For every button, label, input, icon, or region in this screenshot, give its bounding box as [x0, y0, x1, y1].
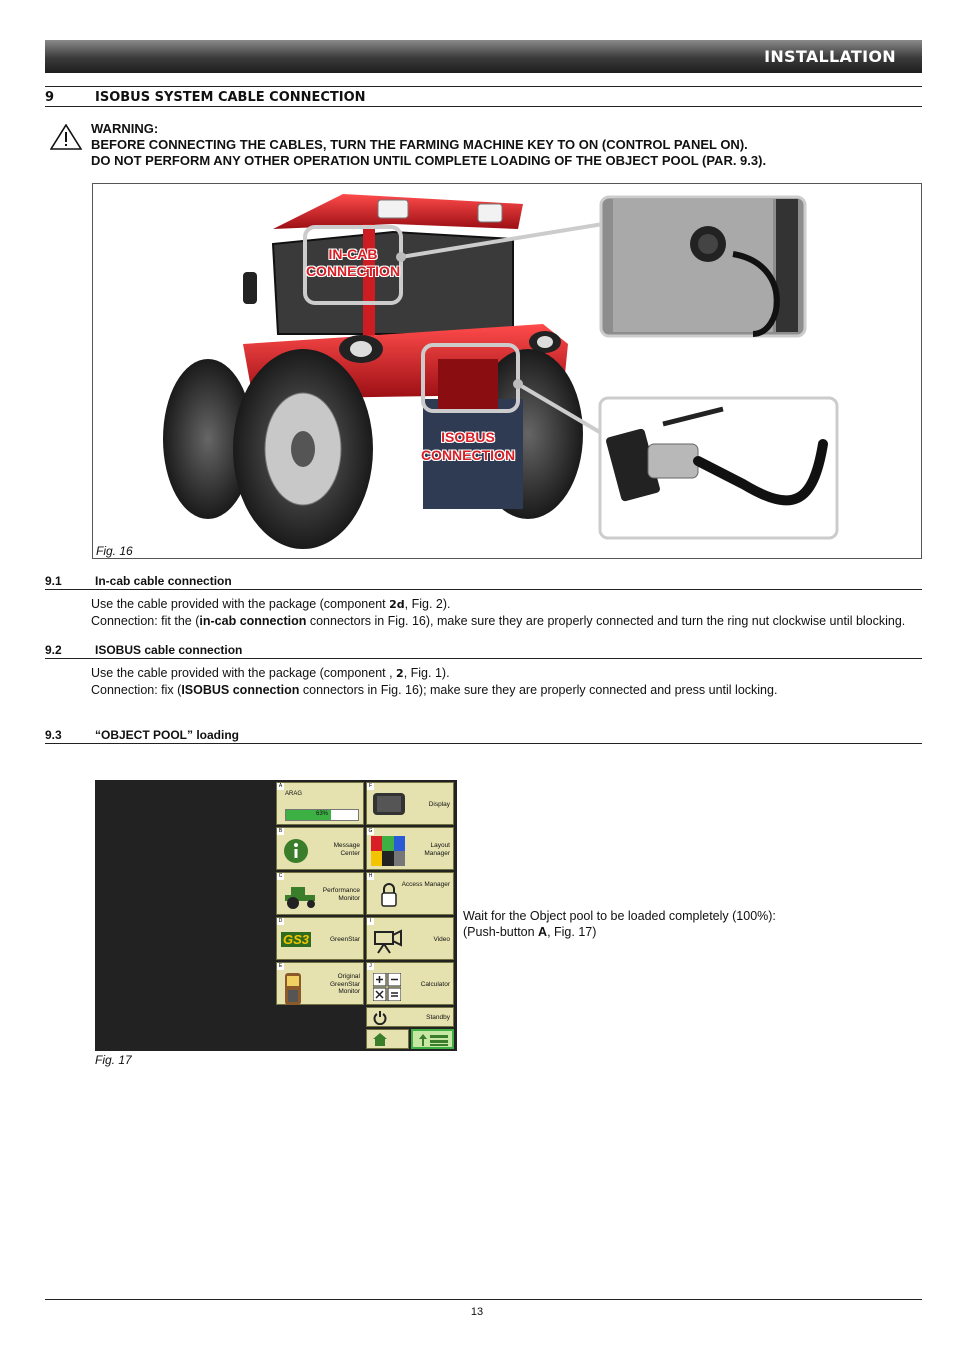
header-bar: [45, 40, 922, 73]
figure-16: [92, 183, 922, 559]
tile-letter: E: [278, 963, 283, 969]
tile-label-line: Original: [337, 973, 360, 980]
tile-label-line: Monitor: [338, 894, 360, 902]
component-ref: 2: [396, 667, 404, 680]
menu-list-icon: [419, 1033, 449, 1047]
gs3-logo-icon: GS3: [283, 932, 310, 947]
warning-label: WARNING:: [91, 121, 159, 136]
tile-letter: G: [368, 828, 373, 834]
bold-term: A: [538, 925, 548, 939]
tractor-icon: [283, 883, 319, 909]
tile-label: [330, 936, 360, 944]
text-run: , Fig. 1).: [403, 666, 450, 680]
in-cab-label: [293, 246, 413, 280]
component-ref: 2d: [389, 598, 405, 611]
section-9-3-heading: [45, 727, 922, 744]
tile-label: [402, 881, 450, 889]
bold-term: ISOBUS connection: [181, 683, 300, 697]
warning-line-1: BEFORE CONNECTING THE CABLES, TURN THE FARMING MACHINE KEY TO ON (CONTROL PANEL ON).: [91, 137, 748, 152]
tile-letter: D: [278, 918, 283, 924]
home-icon: [372, 1032, 388, 1047]
text-run: connectors in Fig. 16), make sure they are properly connected and turn the ring nut clockwise until blocking.: [306, 614, 906, 628]
text-run: Use the cable provided with the package (component ,: [91, 666, 397, 680]
layout-grid-icon: [371, 836, 405, 866]
tractor-illustration: [93, 184, 922, 559]
calculator-tile-button[interactable]: [366, 962, 454, 1005]
tile-letter: C: [278, 873, 283, 879]
tile-letter: A: [278, 783, 283, 789]
text-run: connectors in Fig. 16); make sure they are properly connected and press until locking.: [299, 683, 778, 697]
tile-label-line: Monitor: [338, 988, 360, 995]
tile-label-line: GreenStar: [330, 936, 360, 943]
menu-button[interactable]: [411, 1029, 454, 1049]
standby-label: Standby: [426, 1014, 450, 1021]
section-9-2-heading: [45, 642, 922, 659]
performance-monitor-tile-button[interactable]: [276, 872, 364, 915]
page-number: 13: [470, 1306, 484, 1318]
tile-label-line: Access Manager: [401, 881, 450, 888]
isobus-label-line-2: CONNECTION: [420, 447, 516, 463]
object-pool-instruction: [463, 908, 776, 940]
tile-letter: B: [278, 828, 283, 834]
tile-label-line: Center: [340, 849, 360, 857]
section-title: ISOBUS cable connection: [95, 643, 243, 657]
section-9-2-text: [91, 665, 777, 698]
section-number: 9.1: [45, 574, 62, 588]
tile-label-line: Calculator: [420, 981, 450, 988]
text-run: Connection: fit the (: [91, 614, 200, 628]
tile-label-line: Layout: [430, 842, 450, 849]
figure-16-caption: Fig. 16: [96, 544, 133, 558]
display-tile-button[interactable]: [366, 782, 454, 825]
progress-bar: [285, 809, 359, 821]
footer-divider: [45, 1299, 922, 1300]
tile-label: [424, 842, 450, 857]
tile-label: [323, 887, 360, 902]
figure-17-screen: [95, 780, 457, 1051]
home-button[interactable]: [366, 1029, 409, 1049]
section-title: “OBJECT POOL” loading: [95, 728, 240, 742]
arag-name: ARAG: [285, 791, 303, 797]
arag-tile-button[interactable]: [276, 782, 364, 825]
video-camera-icon: [373, 928, 403, 954]
access-manager-tile-button[interactable]: [366, 872, 454, 915]
greenstar-tile-button[interactable]: [276, 917, 364, 960]
tile-label-line: Performance: [322, 887, 360, 894]
section-9-1-heading: [45, 573, 922, 590]
tile-label: [330, 973, 360, 996]
power-icon: [373, 1010, 387, 1025]
section-9-1-text: [91, 596, 905, 629]
tile-label-line: Manager: [424, 849, 450, 857]
warning-icon: [50, 124, 82, 150]
isobus-label-line-1: ISOBUS: [441, 429, 495, 445]
display-icon: [373, 793, 405, 815]
warning-line-2: DO NOT PERFORM ANY OTHER OPERATION UNTIL COMPLETE LOADING OF THE OBJECT POOL (PAR. 9.3).: [91, 153, 767, 168]
instruction-line-2: [463, 924, 776, 940]
text-run: (Push-button: [463, 925, 539, 939]
isobus-label: [403, 428, 533, 464]
tile-label-line: Message: [333, 842, 360, 849]
tile-label: [334, 842, 360, 857]
bold-term: in-cab connection: [199, 614, 307, 628]
paragraph-line: [91, 665, 777, 682]
tile-label: [429, 801, 450, 809]
text-run: , Fig. 2).: [404, 597, 451, 611]
instruction-line-1: Wait for the Object pool to be loaded completely (100%):: [463, 909, 776, 923]
info-icon: [283, 838, 309, 864]
tile-letter: F: [368, 783, 373, 789]
layout-manager-tile-button[interactable]: [366, 827, 454, 870]
handheld-monitor-icon: [283, 973, 303, 1005]
figure-17-caption: Fig. 17: [95, 1053, 132, 1067]
text-run: Use the cable provided with the package (component: [91, 597, 390, 611]
tile-letter: J: [367, 963, 374, 970]
paragraph-line: [91, 596, 905, 613]
lock-icon: [381, 883, 397, 907]
section-number: 9.2: [45, 643, 62, 657]
tile-letter: I: [367, 918, 374, 925]
paragraph-line: [91, 613, 905, 629]
section-title: In-cab cable connection: [95, 574, 232, 588]
section-number: 9: [45, 90, 55, 105]
header-title: INSTALLATION: [764, 47, 896, 66]
original-greenstar-monitor-tile-button[interactable]: [276, 962, 364, 1005]
section-9-heading: [45, 86, 922, 107]
text-run: Connection: fix (: [91, 683, 182, 697]
in-cab-label-line-1: IN-CAB: [328, 246, 378, 262]
tile-label: [421, 981, 450, 989]
tile-label: [433, 936, 450, 944]
calculator-icon: [373, 973, 401, 1001]
tile-label-line: Display: [428, 801, 450, 808]
standby-button[interactable]: [366, 1007, 454, 1027]
video-tile-button[interactable]: [366, 917, 454, 960]
section-title: ISOBUS SYSTEM CABLE CONNECTION: [95, 90, 366, 105]
text-run: , Fig. 17): [547, 925, 597, 939]
tile-label-line: GreenStar: [330, 980, 360, 988]
warning-text: [91, 121, 766, 169]
tile-label-line: Video: [433, 936, 450, 943]
message-center-tile-button[interactable]: [276, 827, 364, 870]
section-number: 9.3: [45, 728, 62, 742]
paragraph-line: [91, 682, 777, 698]
tile-letter: H: [368, 873, 373, 879]
in-cab-label-line-2: CONNECTION: [305, 263, 401, 279]
progress-label: 63%: [315, 811, 328, 817]
